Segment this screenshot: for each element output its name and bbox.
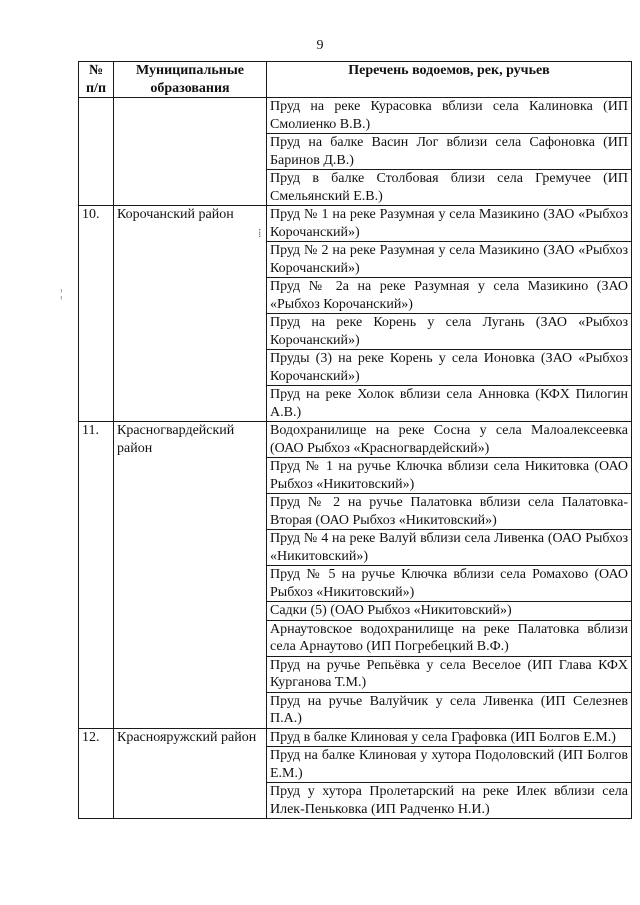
table-row bbox=[79, 206, 632, 242]
water-body-entry: Садки (5) (ОАО Рыбхоз «Никитовский») bbox=[267, 602, 632, 621]
water-body-entry: Пруд в балке Клиновая у села Графовка (ИП Болгов Е.М.) bbox=[267, 728, 632, 747]
water-body-entry: Пруд № 1 на реке Разумная у села Мазикино (ЗАО «Рыбхоз Корочанский») bbox=[267, 206, 632, 242]
water-body-entry: Пруд № 2а на реке Разумная у села Мазикино (ЗАО «Рыбхоз Корочанский») bbox=[267, 278, 632, 314]
municipality-name: Краснояружский район bbox=[114, 728, 267, 819]
table-row bbox=[79, 98, 632, 134]
row-number bbox=[79, 98, 114, 206]
water-body-entry: Пруд у хутора Пролетарский на реке Илек вблизи села Илек-Пеньковка (ИП Радченко Н.И.) bbox=[267, 783, 632, 819]
water-body-entry: Пруд на реке Корень у села Лугань (ЗАО «Рыбхоз Корочанский») bbox=[267, 314, 632, 350]
table-header-row bbox=[79, 62, 632, 98]
scan-mark: ⁞ bbox=[258, 226, 262, 240]
header-municipality: Муниципальные образования bbox=[114, 62, 267, 98]
water-body-entry: Пруд № 2 на ручье Палатовка вблизи села Палатовка-Вторая (ОАО Рыбхоз «Никитовский») bbox=[267, 494, 632, 530]
municipality-name: Красногвардейский район bbox=[114, 422, 267, 729]
water-body-entry: Пруд № 4 на реке Валуй вблизи села Ливенка (ОАО Рыбхоз «Никитовский») bbox=[267, 530, 632, 566]
water-bodies-table bbox=[78, 61, 632, 819]
water-body-entry: Пруд на балке Клиновая у хутора Подоловский (ИП Болгов Е.М.) bbox=[267, 747, 632, 783]
scan-mark: ¦ bbox=[60, 286, 63, 300]
water-body-entry: Пруды (3) на реке Корень у села Ионовка (ЗАО «Рыбхоз Корочанский») bbox=[267, 350, 632, 386]
water-body-entry: Пруд № 5 на ручье Ключка вблизи села Ромахово (ОАО Рыбхоз «Никитовский») bbox=[267, 566, 632, 602]
row-number: 10. bbox=[79, 206, 114, 422]
water-body-entry: Пруд на реке Холок вблизи села Анновка (КФХ Пилогин А.В.) bbox=[267, 386, 632, 422]
table-body bbox=[79, 98, 632, 819]
water-body-entry: Арнаутовское водохранилище на реке Палатовка вблизи села Арнаутово (ИП Погребецкий В.Ф.) bbox=[267, 620, 632, 656]
row-number: 12. bbox=[79, 728, 114, 819]
water-body-entry: Пруд на ручье Валуйчик у села Ливенка (ИП Селезнев П.А.) bbox=[267, 692, 632, 728]
header-number: № п/п bbox=[79, 62, 114, 98]
water-body-entry: Пруд на балке Васин Лог вблизи села Сафоновка (ИП Баринов Д.В.) bbox=[267, 134, 632, 170]
header-water-bodies: Перечень водоемов, рек, ручьев bbox=[267, 62, 632, 98]
municipality-name bbox=[114, 98, 267, 206]
table-row bbox=[79, 728, 632, 747]
water-body-entry: Пруд на ручье Репьёвка у села Веселое (ИП Глава КФХ Курганова Т.М.) bbox=[267, 656, 632, 692]
row-number: 11. bbox=[79, 422, 114, 729]
water-body-entry: Водохранилище на реке Сосна у села Малоалексеевка (ОАО Рыбхоз «Красногвардейский») bbox=[267, 422, 632, 458]
water-body-entry: Пруд на реке Курасовка вблизи села Калиновка (ИП Смолиенко В.В.) bbox=[267, 98, 632, 134]
water-body-entry: Пруд в балке Столбовая близи села Гремучее (ИП Смельянский Е.В.) bbox=[267, 170, 632, 206]
table-row bbox=[79, 422, 632, 458]
page-number: 9 bbox=[316, 38, 324, 53]
water-body-entry: Пруд № 1 на ручье Ключка вблизи села Никитовка (ОАО Рыбхоз «Никитовский») bbox=[267, 458, 632, 494]
municipality-name: Корочанский район bbox=[114, 206, 267, 422]
water-body-entry: Пруд № 2 на реке Разумная у села Мазикино (ЗАО «Рыбхоз Корочанский») bbox=[267, 242, 632, 278]
